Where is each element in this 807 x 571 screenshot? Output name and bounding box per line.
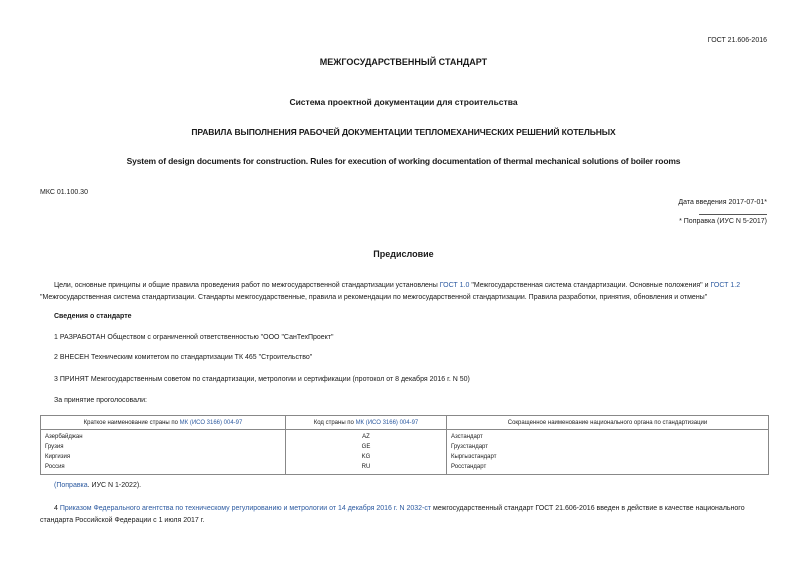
code-cell: KG (286, 452, 447, 462)
country-header-text: Краткое наименование страны по (83, 419, 180, 426)
country-name-header (41, 416, 286, 430)
body-cell: Грузстандарт (447, 442, 769, 452)
footnote-divider (699, 214, 767, 215)
standard-type-heading: МЕЖГОСУДАРСТВЕННЫЙ СТАНДАРТ (319, 57, 488, 67)
enactment-paragraph (40, 503, 768, 526)
standards-body-header: Сокращенное наименование национального органа по стандартизации (447, 416, 769, 430)
table-row (41, 430, 769, 443)
preface-heading: Предисловие (373, 249, 434, 259)
table-row (41, 462, 769, 475)
code-cell: GE (286, 442, 447, 452)
country-cell: Россия (41, 462, 286, 475)
submitted-by-item: 2 ВНЕСЕН Техническим комитетом по стандартизации ТК 465 "Строительство" (54, 354, 313, 361)
preface-text-end: "Межгосударственная система стандартизации. Стандарты межгосударственные, правила и рекомендации по межгосударственной стандартизации. Правила разработки, принятия, обновления и отмены" (40, 293, 708, 301)
rules-title: ПРАВИЛА ВЫПОЛНЕНИЯ РАБОЧЕЙ ДОКУМЕНТАЦИИ ТЕПЛОМЕХАНИЧЕСКИХ РЕШЕНИЙ КОТЕЛЬНЫХ (191, 127, 616, 137)
adopted-by-item: 3 ПРИНЯТ Межгосударственным советом по стандартизации, метрологии и сертификации (протокол от 8 декабря 2016 г. N 50) (54, 376, 470, 383)
developed-by-item: 1 РАЗРАБОТАН Обществом с ограниченной ответственностью "ООО "СанТехПроект" (54, 334, 334, 341)
gost-1-0-link[interactable]: ГОСТ 1.0 (439, 282, 470, 289)
enactment-text: межгосударственный стандарт ГОСТ 21.606-2016 введен в действие в качестве национального стандарта Российской Федерации с 1 июля 2017 г. (40, 505, 745, 524)
gost-1-2-link[interactable]: ГОСТ 1.2 (710, 282, 741, 289)
amendment-note (54, 482, 141, 489)
body-cell: Азстандарт (447, 430, 769, 443)
voting-states-table (40, 415, 769, 475)
amendment-text: . ИУС N 1-2022). (87, 482, 142, 489)
standard-info-heading: Сведения о стандарте (54, 313, 132, 320)
country-cell: Киргизия (41, 452, 286, 462)
country-cell: Грузия (41, 442, 286, 452)
mk-iso-link[interactable]: МК (ИСО 3166) 004-97 (179, 419, 243, 426)
code-cell: AZ (286, 430, 447, 443)
mks-code: МКС 01.100.30 (40, 189, 88, 196)
table-row (41, 442, 769, 452)
voted-label: За принятие проголосовали: (54, 397, 147, 404)
body-cell: Росстандарт (447, 462, 769, 475)
english-title: System of design documents for construction. Rules for execution of working documentation of thermal mechanical solutions of boiler rooms (126, 156, 681, 166)
amendment-link[interactable]: (Поправка (54, 482, 88, 489)
body-cell: Кыргызстандарт (447, 452, 769, 462)
preface-text-mid: "Межгосударственная система стандартизации. Основные положения" и (469, 282, 711, 289)
item-number: 4 (54, 505, 60, 512)
table-header-row (41, 416, 769, 430)
table-row (41, 452, 769, 462)
code-cell: RU (286, 462, 447, 475)
document-code: ГОСТ 21.606-2016 (707, 37, 767, 44)
rosstandart-order-link[interactable]: Приказом Федерального агентства по техническому регулированию и метрологии от 14 декабря 2016 г. N 2032-ст (59, 505, 432, 512)
code-header-text: Код страны по (313, 419, 356, 426)
country-cell: Азербайджан (41, 430, 286, 443)
country-code-header (286, 416, 447, 430)
mk-iso-code-link[interactable]: МК (ИСО 3166) 004-97 (355, 419, 419, 426)
amendment-footnote: * Поправка (ИУС N 5-2017) (679, 218, 767, 225)
preface-text-start: Цели, основные принципы и общие правила проведения работ по межгосударственной стандартизации установлены (54, 282, 440, 289)
preface-paragraph (40, 280, 768, 303)
system-title: Система проектной документации для строительства (289, 97, 518, 107)
introduction-date: Дата введения 2017-07-01* (678, 199, 767, 206)
